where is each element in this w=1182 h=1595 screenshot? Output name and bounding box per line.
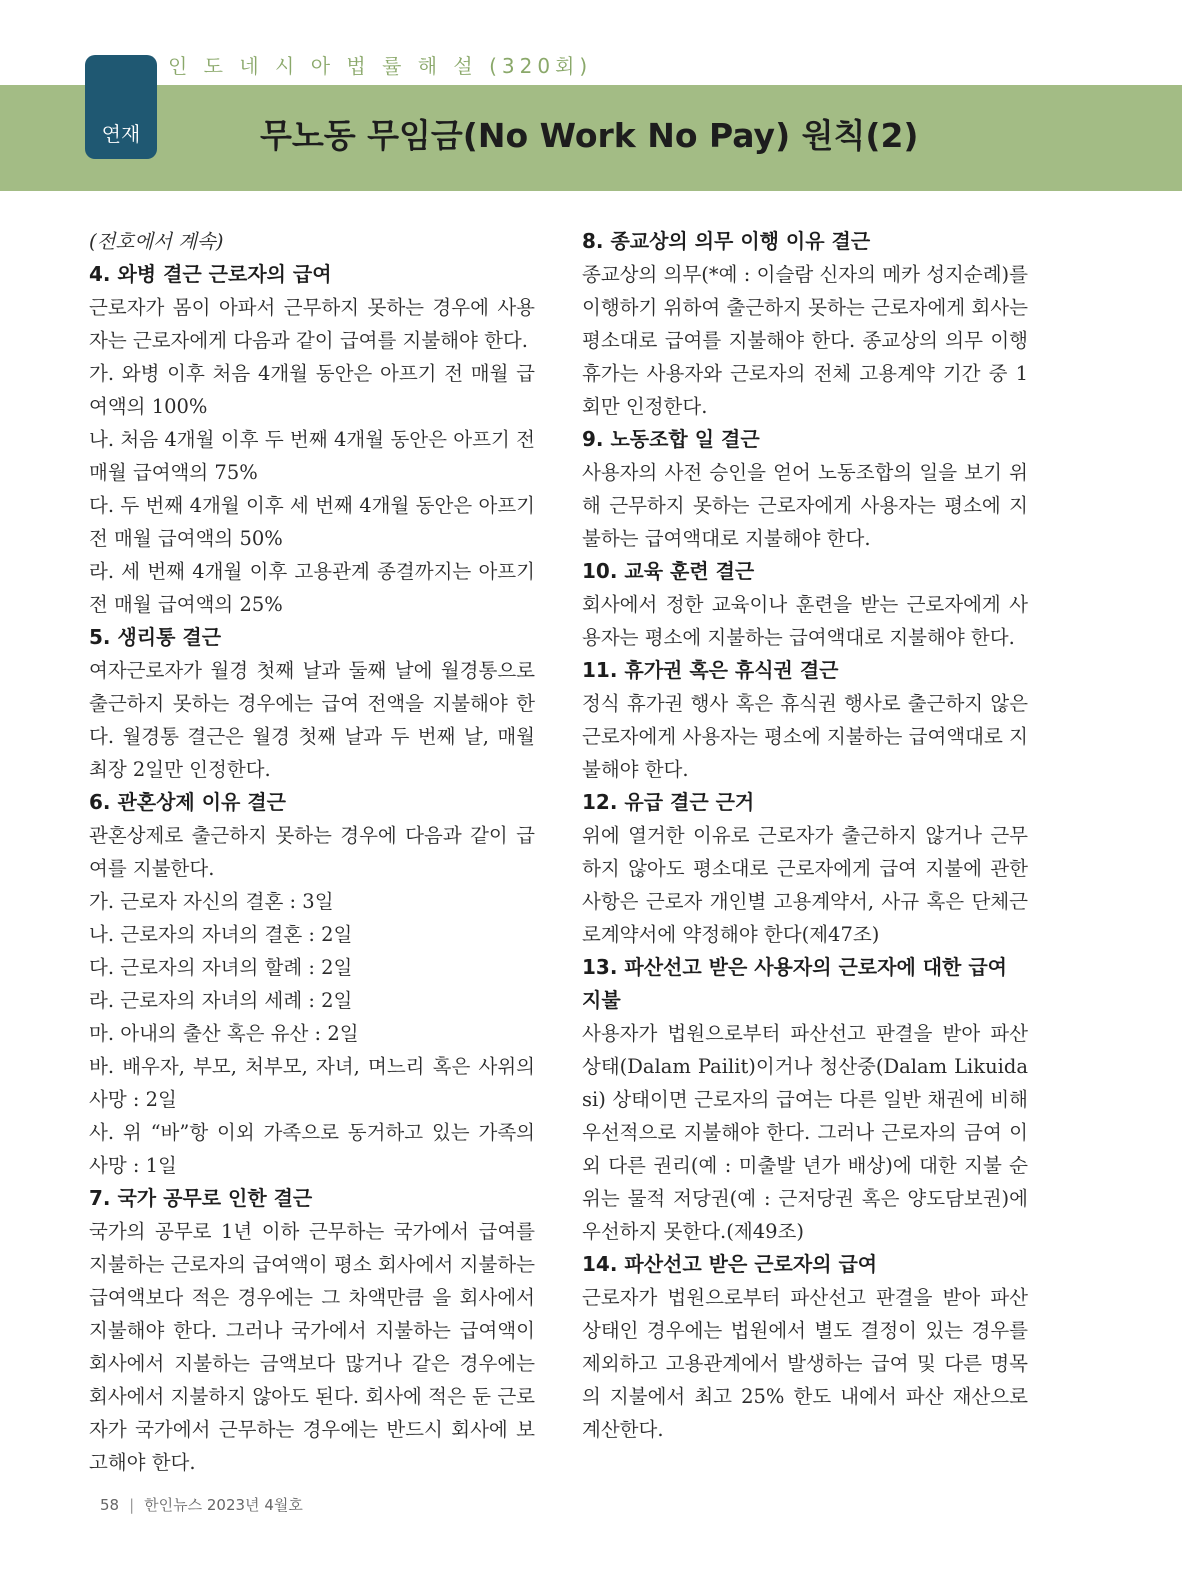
paragraph: 관혼상제로 출근하지 못하는 경우에 다음과 같이 급여를 지불한다.	[89, 824, 535, 880]
section-heading: 13. 파산선고 받은 사용자의 근로자에 대한 급여 지불	[582, 955, 1007, 1012]
footer-separator: |	[129, 1496, 135, 1514]
section-heading: 12. 유급 결근 근거	[582, 790, 755, 814]
continued-note: (전호에서 계속)	[89, 230, 224, 253]
list-item: 라. 근로자의 자녀의 세례 : 2일	[89, 989, 353, 1012]
section-heading: 9. 노동조합 일 결근	[582, 427, 760, 451]
paragraph: 종교상의 의무(*예 : 이슬람 신자의 메카 성지순례)를 이행하기 위하여 출근하지 못하는 근로자에게 회사는 평소대로 급여를 지불해야 한다. 종교상의 의무 이행 휴가는 사용자와 근로자의 전체 고용계약 기간 중 1회만 인정한다.	[582, 263, 1028, 418]
list-item: 라. 세 번째 4개월 이후 고용관계 종결까지는 아프기 전 매월 급여액의 25%	[89, 560, 535, 616]
paragraph: 여자근로자가 월경 첫째 날과 둘째 날에 월경통으로 출근하지 못하는 경우에는 급여 전액을 지불해야 한다. 월경통 결근은 월경 첫째 날과 두 번째 날, 매월 최장 2일만 인정한다.	[89, 659, 535, 781]
paragraph: 회사에서 정한 교육이나 훈련을 받는 근로자에게 사용자는 평소에 지불하는 급여액대로 지불해야 한다.	[582, 593, 1028, 649]
page-number: 58	[100, 1496, 120, 1514]
paragraph: 근로자가 법원으로부터 파산선고 판결을 받아 파산 상태인 경우에는 법원에서 별도 결정이 있는 경우를 제외하고 고용관계에서 발생하는 급여 및 다른 명목의 지불에서 최고 25% 한도 내에서 파산 재산으로 계산한다.	[582, 1286, 1028, 1441]
section-heading: 5. 생리통 결근	[89, 625, 222, 649]
section-heading: 14. 파산선고 받은 근로자의 급여	[582, 1252, 878, 1276]
list-item: 마. 아내의 출산 혹은 유산 : 2일	[89, 1022, 359, 1045]
section-heading: 8. 종교상의 의무 이행 이유 결근	[582, 229, 871, 253]
list-item: 다. 근로자의 자녀의 할례 : 2일	[89, 956, 353, 979]
series-label: 인 도 네 시 아 법 률 해 설 (320회)	[168, 54, 593, 78]
section-heading: 7. 국가 공무로 인한 결근	[89, 1186, 313, 1210]
right-column	[582, 225, 1028, 1446]
paragraph: 국가의 공무로 1년 이하 근무하는 국가에서 급여를 지불하는 근로자의 급여액이 평소 회사에서 지불하는 급여액보다 적은 경우에는 그 차액만큼 을 회사에서 지불해야 한다. 그러나 국가에서 지불하는 급여액이 회사에서 지불하는 금액보다 많거나 같은 경우에는 회사에서 지불하지 않아도 된다. 회사에 적은 둔 근로자가 국가에서 근무하는 경우에는 반드시 회사에 보고해야 한다.	[89, 1220, 535, 1474]
section-heading: 6. 관혼상제 이유 결근	[89, 790, 286, 814]
list-item: 바. 배우자, 부모, 처부모, 자녀, 며느리 혹은 사위의 사망 : 2일	[89, 1055, 535, 1111]
series-tab: 연재	[85, 55, 157, 159]
paragraph: 사용자가 법원으로부터 파산선고 판결을 받아 파산 상태(Dalam Pailit)이거나 청산중(Dalam Likuidasi) 상태이면 근로자의 급여는 다른 일반 채권에 비해 우선적으로 지불해야 한다. 그러나 근로자의 금여 이외 다른 권리(예 : 미출발 년가 배상)에 대한 지불 순위는 물적 저당권(예 : 근저당권 혹은 양도담보권)에 우선하지 못한다.(제49조)	[582, 1022, 1028, 1243]
list-item: 나. 근로자의 자녀의 결혼 : 2일	[89, 923, 353, 946]
section-heading: 4. 와병 결근 근로자의 급여	[89, 262, 332, 286]
paragraph: 근로자가 몸이 아파서 근무하지 못하는 경우에 사용자는 근로자에게 다음과 같이 급여를 지불해야 한다.	[89, 296, 535, 352]
page-footer	[100, 1494, 303, 1515]
publication-name: 한인뉴스 2023년 4월호	[144, 1496, 303, 1514]
paragraph: 사용자의 사전 승인을 얻어 노동조합의 일을 보기 위해 근무하지 못하는 근로자에게 사용자는 평소에 지불하는 급여액대로 지불해야 한다.	[582, 461, 1028, 550]
list-item: 가. 와병 이후 처음 4개월 동안은 아프기 전 매월 급여액의 100%	[89, 362, 535, 418]
paragraph: 위에 열거한 이유로 근로자가 출근하지 않거나 근무하지 않아도 평소대로 근로자에게 급여 지불에 관한 사항은 근로자 개인별 고용계약서, 사규 혹은 단체근로계약서에 약정해야 한다(제47조)	[582, 824, 1028, 946]
section-heading: 11. 휴가권 혹은 휴식권 결근	[582, 658, 839, 682]
list-item: 가. 근로자 자신의 결혼 : 3일	[89, 890, 334, 913]
page-title: 무노동 무임금(No Work No Pay) 원칙(2)	[260, 116, 919, 155]
left-column	[89, 225, 535, 1479]
section-heading: 10. 교육 훈련 결근	[582, 559, 755, 583]
list-item: 나. 처음 4개월 이후 두 번째 4개월 동안은 아프기 전 매월 급여액의 75%	[89, 428, 535, 484]
list-item: 사. 위 “바”항 이외 가족으로 동거하고 있는 가족의 사망 : 1일	[89, 1121, 535, 1177]
paragraph: 정식 휴가권 행사 혹은 휴식권 행사로 출근하지 않은 근로자에게 사용자는 평소에 지불하는 급여액대로 지불해야 한다.	[582, 692, 1028, 781]
list-item: 다. 두 번째 4개월 이후 세 번째 4개월 동안은 아프기 전 매월 급여액의 50%	[89, 494, 535, 550]
